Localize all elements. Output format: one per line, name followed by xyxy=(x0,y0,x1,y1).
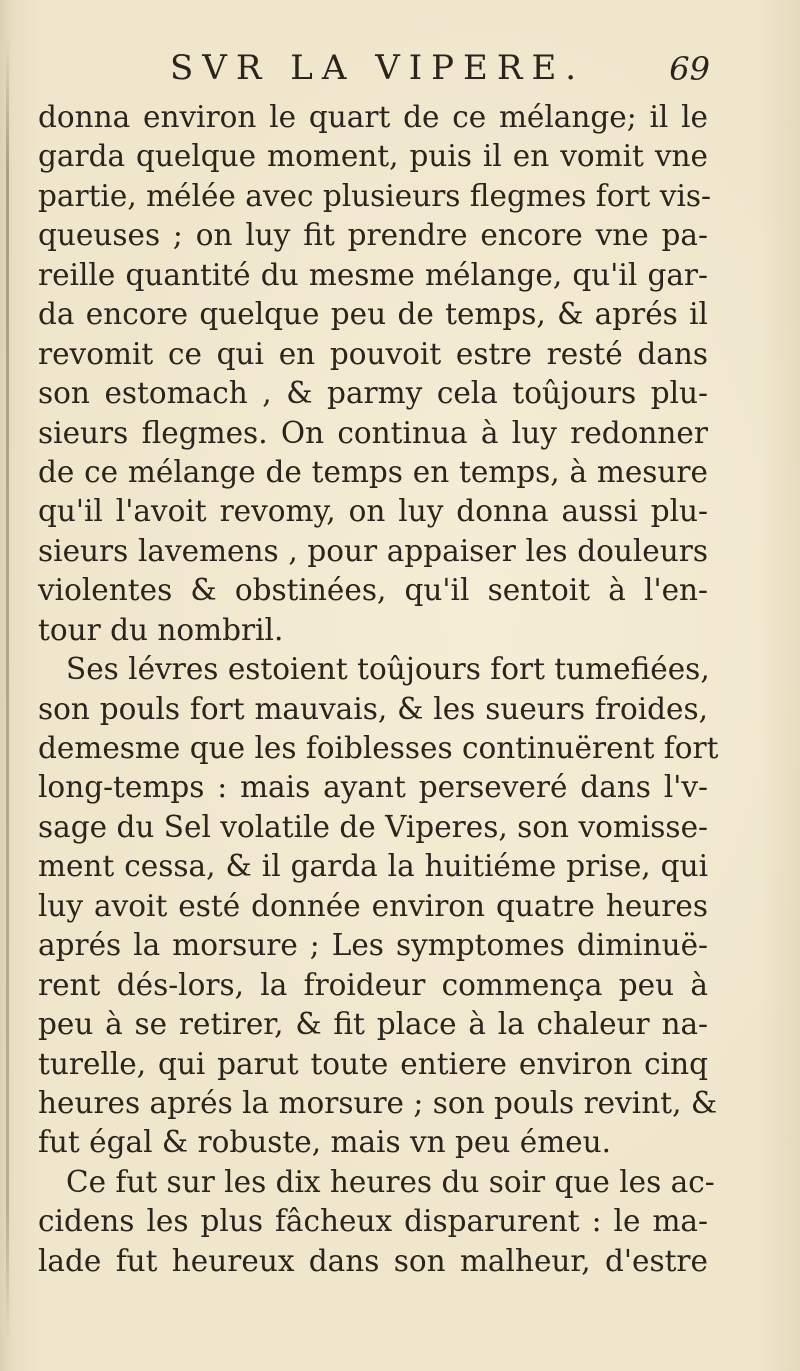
page-number: 69 xyxy=(669,50,710,88)
text-line: reille quantité du mesme mélange, qu'il gar- xyxy=(38,257,708,292)
text-line: son pouls fort mauvais, & les sueurs froides, xyxy=(38,691,708,726)
text-line: donna environ le quart de ce mélange; il le xyxy=(38,100,708,134)
text-line: peu à se retirer, & fit place à la chaleur na- xyxy=(38,1007,708,1042)
text-line: garda quelque moment, puis il en vomit vne xyxy=(38,139,708,174)
text-line: cidens les plus fâcheux disparurent : le ma- xyxy=(38,1204,708,1239)
text-line: violentes & obstinées, qu'il sentoit à l'en- xyxy=(38,573,708,608)
text-line: revomit ce qui en pouvoit estre resté dans xyxy=(38,336,708,371)
text-line: son estomach , & parmy cela toûjours plu- xyxy=(38,376,708,411)
text-line: Ce fut sur les dix heures du soir que les ac- xyxy=(66,1164,715,1199)
text-line: partie, mélée avec plusieurs flegmes fort vis- xyxy=(38,178,711,213)
page-header xyxy=(170,48,710,98)
text-line: sieurs flegmes. On continua à luy redonner xyxy=(38,415,708,450)
text-line: rent dés-lors, la froideur commença peu à xyxy=(38,967,708,1002)
text-line: Ses lévres estoient toûjours fort tumefiées, xyxy=(66,652,710,687)
text-line: turelle, qui parut toute entiere environ cinq xyxy=(38,1046,708,1081)
text-line: demesme que les foiblesses continuërent fort xyxy=(38,731,719,765)
text-line: heures aprés la morsure ; son pouls revint, & xyxy=(38,1085,718,1120)
binding-gutter xyxy=(6,40,9,1340)
text-line: fut égal & robuste, mais vn peu émeu. xyxy=(38,1125,612,1160)
text-line: da encore quelque peu de temps, & aprés il xyxy=(38,297,708,332)
text-line: aprés la morsure ; Les symptomes diminuë- xyxy=(38,928,708,963)
text-line: sieurs lavemens , pour appaiser les douleurs xyxy=(38,533,708,568)
text-line: lade fut heureux dans son malheur, d'estre xyxy=(38,1243,708,1278)
text-line: queuses ; on luy fit prendre encore vne pa- xyxy=(38,218,708,253)
text-line: luy avoit esté donnée environ quatre heures xyxy=(38,888,708,923)
text-line: de ce mélange de temps en temps, à mesure xyxy=(38,454,708,489)
text-line: qu'il l'avoit revomy, on luy donna aussi plu- xyxy=(38,494,708,529)
text-line: sage du Sel volatile de Viperes, son vomisse- xyxy=(38,809,708,844)
text-line: long-temps : mais ayant perseveré dans l'v- xyxy=(38,770,708,805)
text-line: ment cessa, & il garda la huitiéme prise, qui xyxy=(38,849,708,884)
text-line: tour du nombril. xyxy=(38,612,284,647)
running-head: SVR LA VIPERE. xyxy=(170,48,586,88)
body-text xyxy=(38,98,719,1281)
